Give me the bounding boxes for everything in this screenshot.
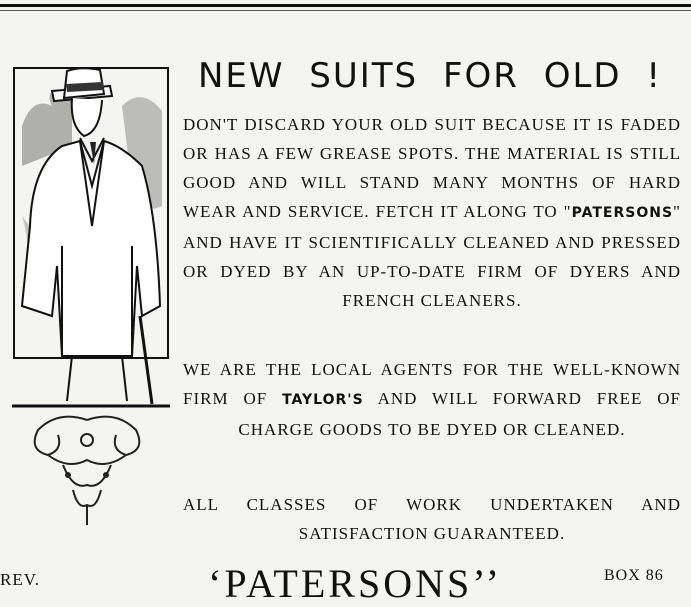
decorative-ornament [28,410,146,530]
paragraph-agents [183,355,681,444]
patersons-emphasis: PATERSONS [571,205,674,221]
paragraph-cleaning-after: " AND HAVE IT SCIENTIFICALLY CLEANED AND PRESSED OR DYED BY AN UP-TO-DATE FIRM OF DYERS AND FRENCH CLEANERS. [183,202,681,310]
taylors-emphasis: TAYLOR'S [282,392,364,408]
suited-man-illustration [12,66,170,411]
paragraph-guarantee: ALL CLASSES OF WORK UNDERTAKEN AND SATISFACTION GUARANTEED. [183,495,681,543]
paragraph-agents-before: WE ARE THE LOCAL AGENTS FOR THE WELL-KNOWN FIRM OF [183,360,681,408]
footer-business-name: ‘PATERSONS’’ [208,561,502,606]
footer-box-number: BOX 86 [604,567,664,584]
top-rule-thin [0,10,691,11]
headline: NEW SUITS FOR OLD ! [197,56,663,96]
top-rule [0,4,691,7]
paragraph-agents-after: AND WILL FORWARD FREE OF CHARGE GOODS TO BE DYED OR CLEANED. [238,389,681,439]
footer-left-text: REV. [0,570,41,589]
paragraph-cleaning-before: DON'T DISCARD YOUR OLD SUIT BECAUSE IT IS FADED OR HAS A FEW GREASE SPOTS. THE MATERIAL IS STILL GOOD AND WILL STAND MANY MONTHS OF HARD WEAR AND SERVICE. FETCH IT ALONG TO " [183,115,681,221]
paragraph-cleaning [183,110,681,315]
